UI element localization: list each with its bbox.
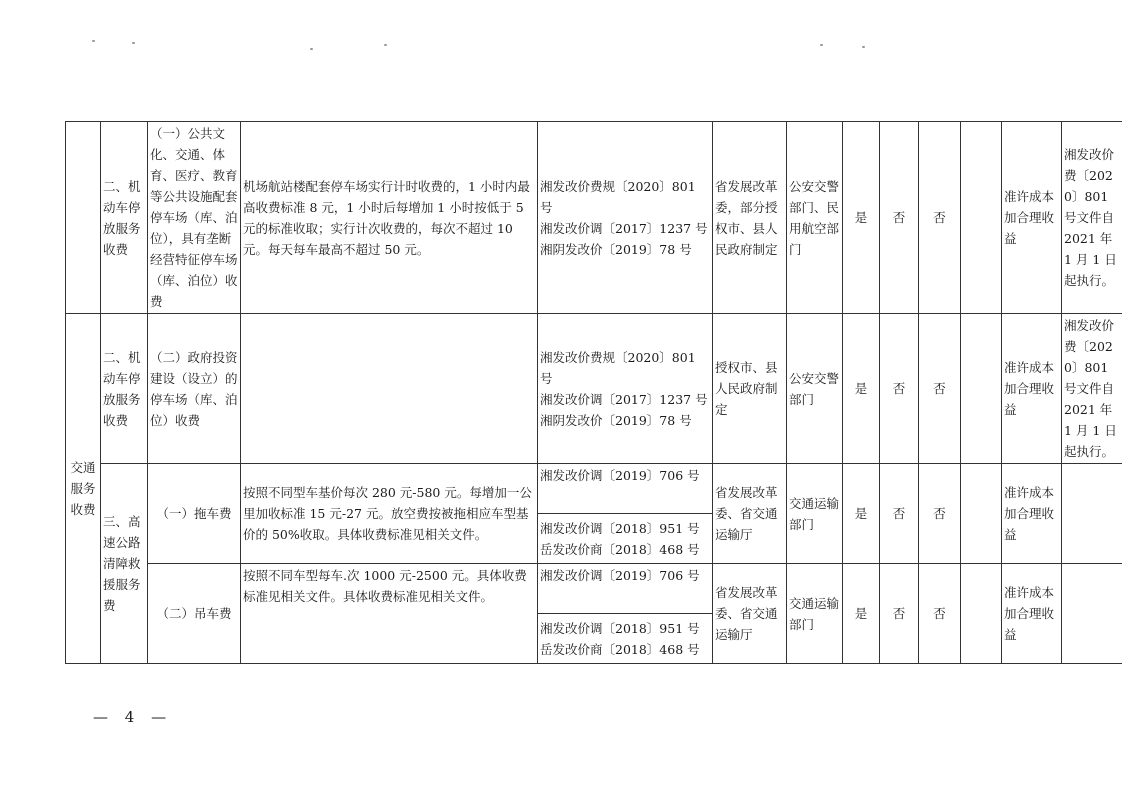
pricing-dept-cell: 省发展改革委、省交通运输厅: [713, 464, 787, 564]
item-cell: （二）吊车费: [148, 564, 241, 664]
scan-speck: [384, 44, 387, 46]
basis-line: 湘发改价费规〔2020〕801 号: [540, 349, 696, 386]
scan-speck: [132, 42, 135, 44]
cost-cell: 准许成本加合理收益: [1002, 314, 1062, 464]
category-cell: [66, 122, 101, 314]
basis-cell: [538, 122, 713, 314]
basis-line: 湘发改价调〔2017〕1237 号: [540, 220, 708, 236]
flag-cell: 否: [880, 464, 919, 564]
flag-cell: 否: [919, 464, 961, 564]
fee-table: [65, 121, 1122, 664]
pricing-dept-cell: 省发展改革委、省交通运输厅: [713, 564, 787, 664]
scan-speck: [92, 40, 95, 42]
section-cell: 二、机动车停放服务收费: [101, 314, 148, 464]
remark-cell: [1062, 564, 1122, 664]
standard-cell: 机场航站楼配套停车场实行计时收费的，1 小时内最高收费标准 8 元，1 小时后每增加 1 小时按低于 5 元的标准收取；实行计次收费的，每次不超过 10 元。每天每车最高不超过 50 元。: [241, 122, 538, 314]
table-row: [66, 564, 1122, 614]
item-cell: （一）拖车费: [148, 464, 241, 564]
item-cell: （二）政府投资建设（设立）的停车场（库、泊位）收费: [148, 314, 241, 464]
category-cell: 交通服务收费: [66, 314, 101, 664]
flag-cell: 否: [919, 122, 961, 314]
manage-dept-cell: 公安交警部门、民用航空部门: [787, 122, 843, 314]
manage-dept-cell: 交通运输部门: [787, 464, 843, 564]
basis-cell: 湘发改价调〔2019〕706 号: [538, 564, 713, 614]
basis-cell: 湘发改价调〔2019〕706 号: [538, 464, 713, 514]
flag-cell: 否: [919, 314, 961, 464]
page-number: — 4 —: [93, 708, 173, 726]
scan-speck: [310, 48, 313, 50]
fee-table-wrapper: [65, 121, 1117, 664]
basis-cell: [538, 514, 713, 564]
remark-cell: [1062, 464, 1122, 564]
basis-cell: [538, 314, 713, 464]
flag-cell: 否: [880, 314, 919, 464]
table-row: [66, 464, 1122, 514]
flag-cell: 否: [919, 564, 961, 664]
empty-cell: [961, 464, 1002, 564]
basis-line: 湘发改价费规〔2020〕801 号: [540, 178, 696, 215]
manage-dept-cell: 公安交警部门: [787, 314, 843, 464]
basis-line: 湘阴发改价〔2019〕78 号: [540, 241, 692, 257]
item-cell: （一）公共文化、交通、体育、医疗、教育等公共设施配套停车场（库、泊位），具有垄断经营特征停车场（库、泊位）收费: [148, 122, 241, 314]
cost-cell: 准许成本加合理收益: [1002, 464, 1062, 564]
table-row: [66, 314, 1122, 464]
table-row: [66, 122, 1122, 314]
basis-line: 湘发改价调〔2018〕951 号: [540, 620, 700, 636]
basis-line: 岳发改价商〔2018〕468 号: [540, 541, 700, 557]
flag-cell: 否: [880, 564, 919, 664]
flag-cell: 是: [843, 122, 880, 314]
flag-cell: 是: [843, 464, 880, 564]
scan-speck: [862, 46, 865, 48]
basis-line: 湘发改价调〔2018〕951 号: [540, 520, 700, 536]
standard-cell: 按照不同车型每车.次 1000 元-2500 元。具体收费标准见相关文件。具体收费标准见相关文件。: [241, 564, 538, 664]
remark-cell: 湘发改价费〔2020〕801 号文件自 2021 年 1 月 1 日起执行。: [1062, 122, 1122, 314]
cost-cell: 准许成本加合理收益: [1002, 564, 1062, 664]
section-cell: 三、高速公路清障救援服务费: [101, 464, 148, 664]
remark-cell: 湘发改价费〔2020〕801 号文件自 2021 年 1 月 1 日起执行。: [1062, 314, 1122, 464]
basis-line: 湘发改价调〔2017〕1237 号: [540, 391, 708, 407]
manage-dept-cell: 交通运输部门: [787, 564, 843, 664]
standard-cell: [241, 314, 538, 464]
pricing-dept-cell: 授权市、县人民政府制定: [713, 314, 787, 464]
basis-cell: [538, 614, 713, 664]
basis-line: 岳发改价商〔2018〕468 号: [540, 641, 700, 657]
basis-line: 湘阴发改价〔2019〕78 号: [540, 412, 692, 428]
flag-cell: 否: [880, 122, 919, 314]
scan-speck: [820, 44, 823, 46]
empty-cell: [961, 122, 1002, 314]
flag-cell: 是: [843, 314, 880, 464]
empty-cell: [961, 564, 1002, 664]
flag-cell: 是: [843, 564, 880, 664]
pricing-dept-cell: 省发展改革委，部分授权市、县人民政府制定: [713, 122, 787, 314]
section-cell: 二、机动车停放服务收费: [101, 122, 148, 314]
cost-cell: 准许成本加合理收益: [1002, 122, 1062, 314]
standard-cell: 按照不同型车基价每次 280 元-580 元。每增加一公里加收标准 15 元-27 元。放空费按被拖相应车型基价的 50%收取。具体收费标准见相关文件。: [241, 464, 538, 564]
empty-cell: [961, 314, 1002, 464]
